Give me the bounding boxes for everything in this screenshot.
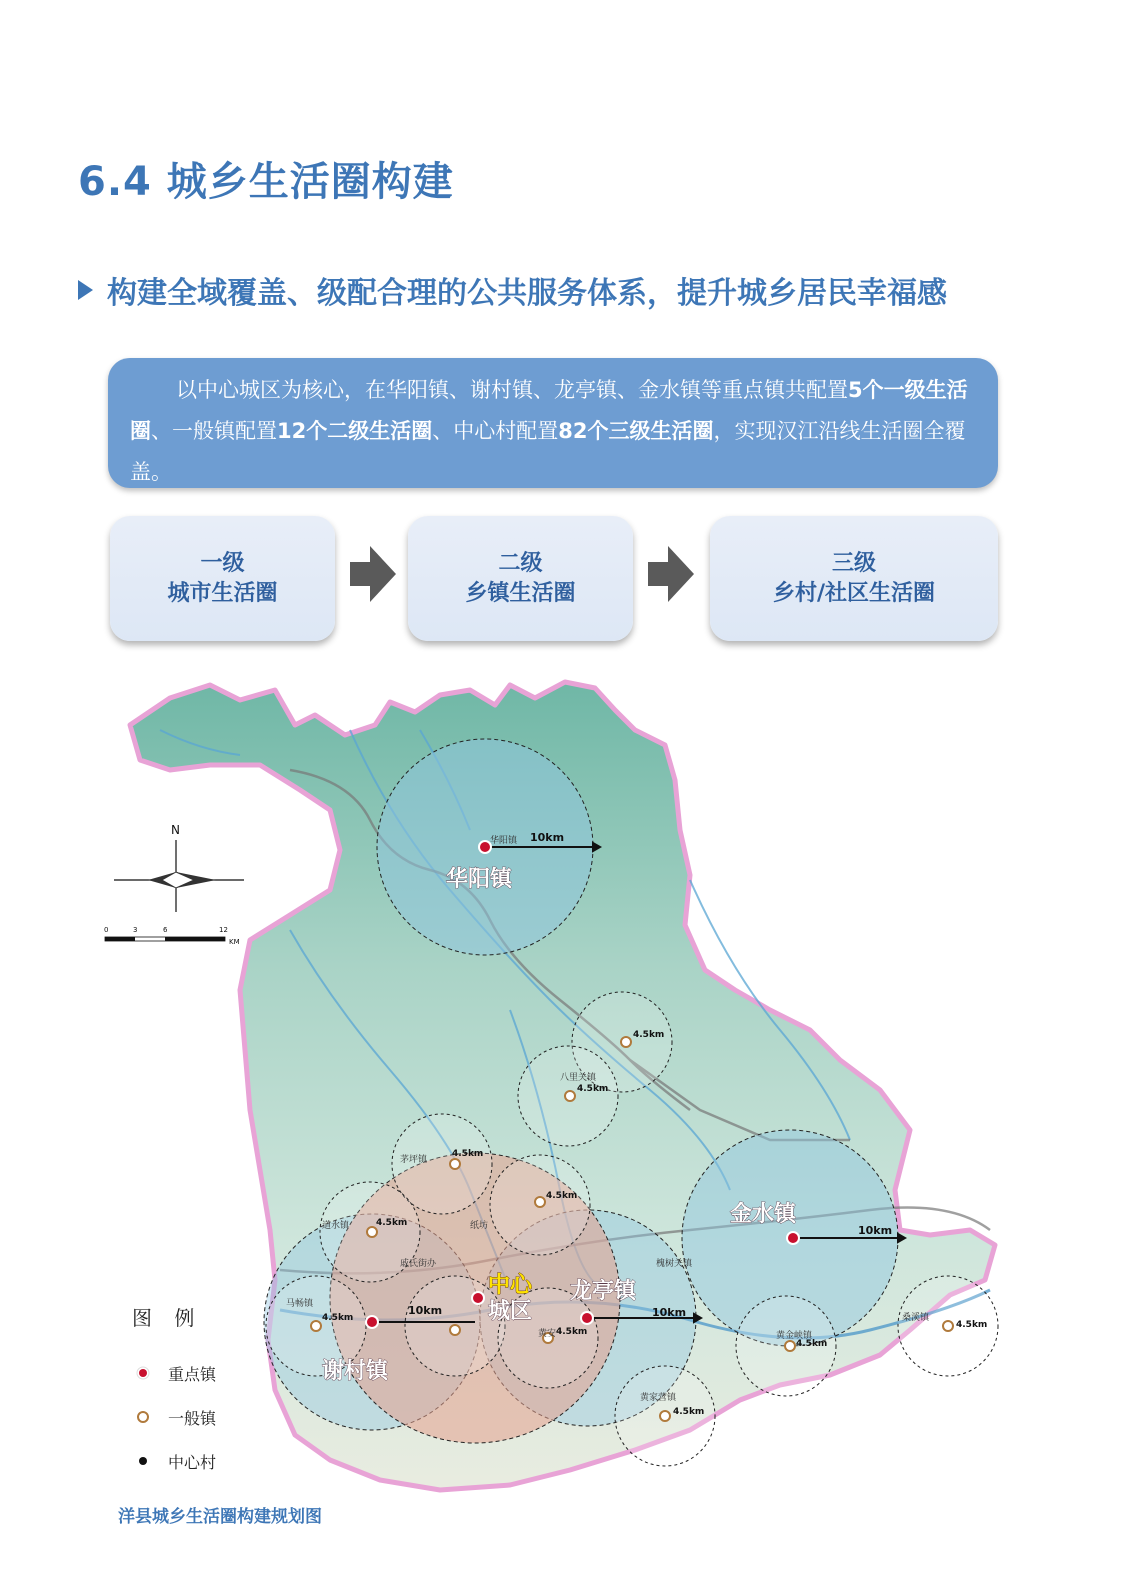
- intro-box: [108, 358, 998, 488]
- radius-label-small: 4.5km: [452, 1149, 484, 1159]
- town-label: 华阳镇: [490, 836, 518, 846]
- key-town-label-center-line1: 中心: [488, 1273, 533, 1298]
- key-town-label-xiecun: 谢村镇: [322, 1359, 389, 1384]
- town-label: 道水镇: [322, 1221, 350, 1231]
- radius-label-small: 4.5km: [577, 1084, 609, 1094]
- legend-row: [118, 1395, 258, 1439]
- key-town-label-jinshui: 金水镇: [730, 1202, 797, 1227]
- intro-text-2: 、一般镇配置: [151, 419, 277, 443]
- town-label: 桑溪镇: [902, 1313, 930, 1323]
- intro-text-3: 、中心村配置: [432, 419, 559, 443]
- scale-bar: [104, 926, 240, 946]
- section-title: 6.4 城乡生活圈构建: [78, 159, 454, 205]
- intro-bold-1: 5个一级生活圈: [130, 378, 968, 443]
- radius-label-small: 4.5km: [796, 1339, 828, 1349]
- scale-tick: 0: [104, 926, 109, 934]
- triangle-bullet-icon: [78, 280, 93, 300]
- map-caption: 洋县城乡生活圈构建规划图: [118, 1507, 322, 1527]
- subtitle: [78, 268, 947, 312]
- scale-tick: 3: [133, 926, 138, 934]
- radius-label-longting: 10km: [652, 1306, 687, 1319]
- legend-label: 重点镇: [168, 1364, 217, 1384]
- tier-level: 三级: [831, 550, 876, 576]
- town-label: 纸坊: [470, 1221, 489, 1231]
- intro-text-1: 以中心城区为核心，在华阳镇、谢村镇、龙亭镇、金水镇等重点镇共配置: [176, 378, 848, 402]
- radius-label-center: 10km: [408, 1304, 443, 1317]
- radius-label-small: 4.5km: [556, 1327, 588, 1337]
- intro-bold-3: 82个三级生活圈: [558, 419, 714, 443]
- key-town-dot-icon: [135, 1365, 151, 1381]
- town-label: 黄安: [538, 1329, 557, 1339]
- compass-icon: [114, 823, 244, 912]
- radius-label-small: 4.5km: [673, 1407, 705, 1417]
- radius-label-small: 4.5km: [546, 1191, 578, 1201]
- legend-label: 一般镇: [168, 1408, 217, 1428]
- intro-text-4: ，实现汉江沿线生活圈全覆盖。: [130, 419, 966, 484]
- map-legend: [118, 1302, 258, 1483]
- arrow-right-icon: [370, 546, 396, 602]
- town-label: 戚氏街办: [400, 1259, 437, 1269]
- radius-label-small: 4.5km: [633, 1030, 665, 1040]
- town-label: 八里关镇: [560, 1073, 597, 1083]
- legend-row: [118, 1351, 258, 1395]
- legend-row: [118, 1439, 258, 1483]
- general-town-dot-icon: [135, 1409, 151, 1425]
- center-village-dot-icon: [135, 1453, 151, 1469]
- arrow-right-icon: [668, 546, 694, 602]
- scale-tick: 12: [219, 926, 228, 934]
- tier-level: 二级: [498, 550, 543, 576]
- tier-name: 乡镇生活圈: [465, 580, 576, 606]
- radius-label-huayang: 10km: [530, 831, 565, 844]
- compass-north-label: N: [171, 823, 180, 837]
- key-town-label-longting: 龙亭镇: [570, 1279, 637, 1304]
- radius-label-small: 4.5km: [956, 1320, 988, 1330]
- town-label: 黄家营镇: [640, 1393, 677, 1403]
- key-town-label-huayang: 华阳镇: [446, 867, 513, 892]
- tier-level: 一级: [200, 550, 245, 576]
- legend-label: 中心村: [168, 1452, 217, 1472]
- scale-unit: KM: [229, 938, 240, 946]
- tier-card-2: [408, 516, 633, 641]
- town-label: 槐树关镇: [656, 1259, 693, 1269]
- key-town-label-center-line2: 城区: [488, 1299, 533, 1324]
- tier-card-3: [710, 516, 998, 641]
- tier-name: 城市生活圈: [167, 580, 278, 606]
- radius-label-jinshui: 10km: [858, 1224, 893, 1237]
- town-label: 茅坪镇: [400, 1155, 428, 1165]
- town-label: 马畅镇: [286, 1299, 314, 1309]
- subtitle-text: 构建全域覆盖、级配合理的公共服务体系，提升城乡居民幸福感: [107, 276, 947, 311]
- tier-name: 乡村/社区生活圈: [772, 580, 936, 606]
- tier-card-1: [110, 516, 335, 641]
- legend-title: 图 例: [132, 1306, 203, 1330]
- radius-label-small: 4.5km: [376, 1218, 408, 1228]
- scale-tick: 6: [163, 926, 168, 934]
- radius-label-small: 4.5km: [322, 1313, 354, 1323]
- intro-bold-2: 12个二级生活圈: [277, 419, 433, 443]
- town-label: 黄金峡镇: [776, 1331, 813, 1341]
